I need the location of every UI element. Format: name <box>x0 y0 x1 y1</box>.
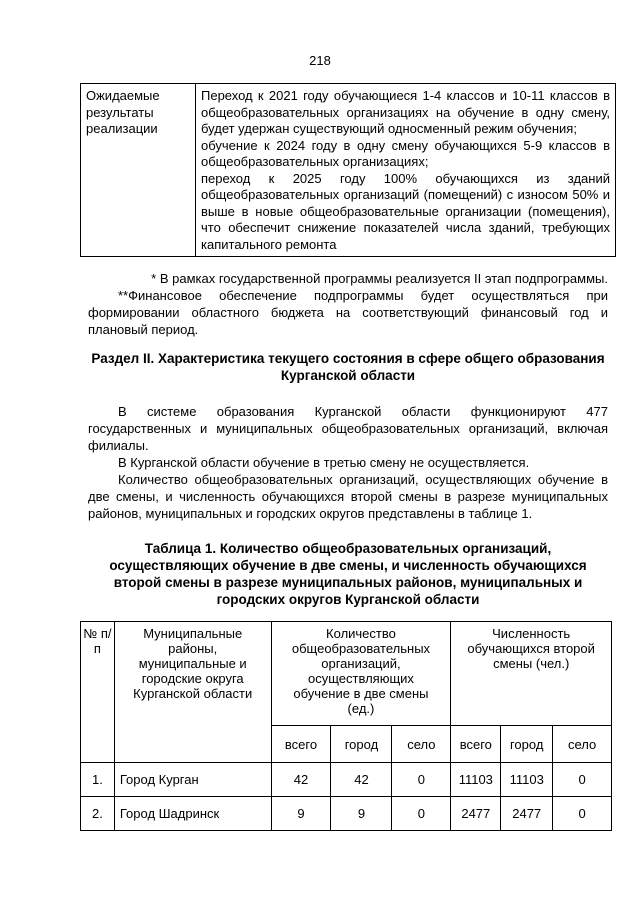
expected-results-label <box>81 84 196 257</box>
header-organizations: Количество общеобразовательных организаций, осуществляющих обучение в две смены (ед.) <box>271 622 451 726</box>
table-title: Таблица 1. Количество общеобразовательных организаций, осуществляющих обучение в две смены, и численность обучающихся второй смены в разрезе муниципальных районов, муниципальных и городских округов Курганской области <box>109 541 587 607</box>
body-text <box>88 403 608 522</box>
footnote: * В рамках государственной программы реализуется II этап подпрограммы. <box>151 271 608 286</box>
label-line: реализации <box>86 121 158 136</box>
cell-number: 2. <box>81 797 115 831</box>
table-row <box>81 797 612 831</box>
footnotes <box>88 270 608 338</box>
header-municipality: Муниципальные районы, муниципальные и городские округа Курганской области <box>114 622 271 763</box>
subheader-village: село <box>553 726 612 763</box>
cell-org-village: 0 <box>392 797 451 831</box>
subheader-city: город <box>501 726 553 763</box>
cell-students-total: 2477 <box>451 797 501 831</box>
subheader-city: город <box>331 726 392 763</box>
footnote: **Финансовое обеспечение подпрограммы будет осуществляться при формировании областного бюджета на соответствующий финансовый год и плановый период. <box>88 288 608 337</box>
paragraph: Количество общеобразовательных организаций, осуществляющих обучение в две смены, и численность обучающихся второй смены в разрезе муниципальных районов, муниципальных и городских округов представлены в таблице 1. <box>88 472 608 521</box>
cell-name: Город Шадринск <box>114 797 271 831</box>
expected-results-content <box>196 84 616 257</box>
result-item: обучение к 2024 году в одну смену обучающихся 5-9 классов в общеобразовательных организациях; <box>201 137 610 169</box>
subheader-total: всего <box>271 726 331 763</box>
expected-results-row <box>81 84 616 257</box>
cell-students-village: 0 <box>553 763 612 797</box>
expected-results-table <box>80 83 616 257</box>
result-item: переход к 2025 году 100% обучающихся из зданий общеобразовательных организаций (помещений) с износом 50% и выше в новые общеобразовательные организации (помещения), что обеспечит снижение показателей числа зданий, требующих капитального ремонта <box>201 170 610 252</box>
paragraph: В системе образования Курганской области функционируют 477 государственных и муниципальных общеобразовательных организаций, включая филиалы. <box>88 404 608 453</box>
label-line: результаты <box>86 104 154 120</box>
data-table <box>80 621 612 831</box>
cell-org-total: 9 <box>271 797 331 831</box>
cell-org-city: 9 <box>331 797 392 831</box>
cell-org-total: 42 <box>271 763 331 797</box>
cell-org-city: 42 <box>331 763 392 797</box>
label-line: Ожидаемые <box>86 88 160 103</box>
subheader-total: всего <box>451 726 501 763</box>
cell-students-village: 0 <box>553 797 612 831</box>
cell-name: Город Курган <box>114 763 271 797</box>
header-students: Численность обучающихся второй смены (чел.) <box>451 622 612 726</box>
page-number: 218 <box>309 53 331 68</box>
cell-students-total: 11103 <box>451 763 501 797</box>
section-heading: Раздел II. Характеристика текущего состояния в сфере общего образования Курганской области <box>91 351 605 383</box>
header-number: № п/п <box>81 622 115 763</box>
subheader-village: село <box>392 726 451 763</box>
cell-students-city: 11103 <box>501 763 553 797</box>
table-header-row <box>81 622 612 726</box>
cell-number: 1. <box>81 763 115 797</box>
table-row <box>81 763 612 797</box>
paragraph: В Курганской области обучение в третью смену не осуществляется. <box>118 455 530 470</box>
cell-org-village: 0 <box>392 763 451 797</box>
cell-students-city: 2477 <box>501 797 553 831</box>
result-item: Переход к 2021 году обучающиеся 1-4 классов и 10-11 классов в общеобразовательных организациях на обучение в одну смену, будет удержан существующий односменный режим обучения; <box>201 88 610 136</box>
